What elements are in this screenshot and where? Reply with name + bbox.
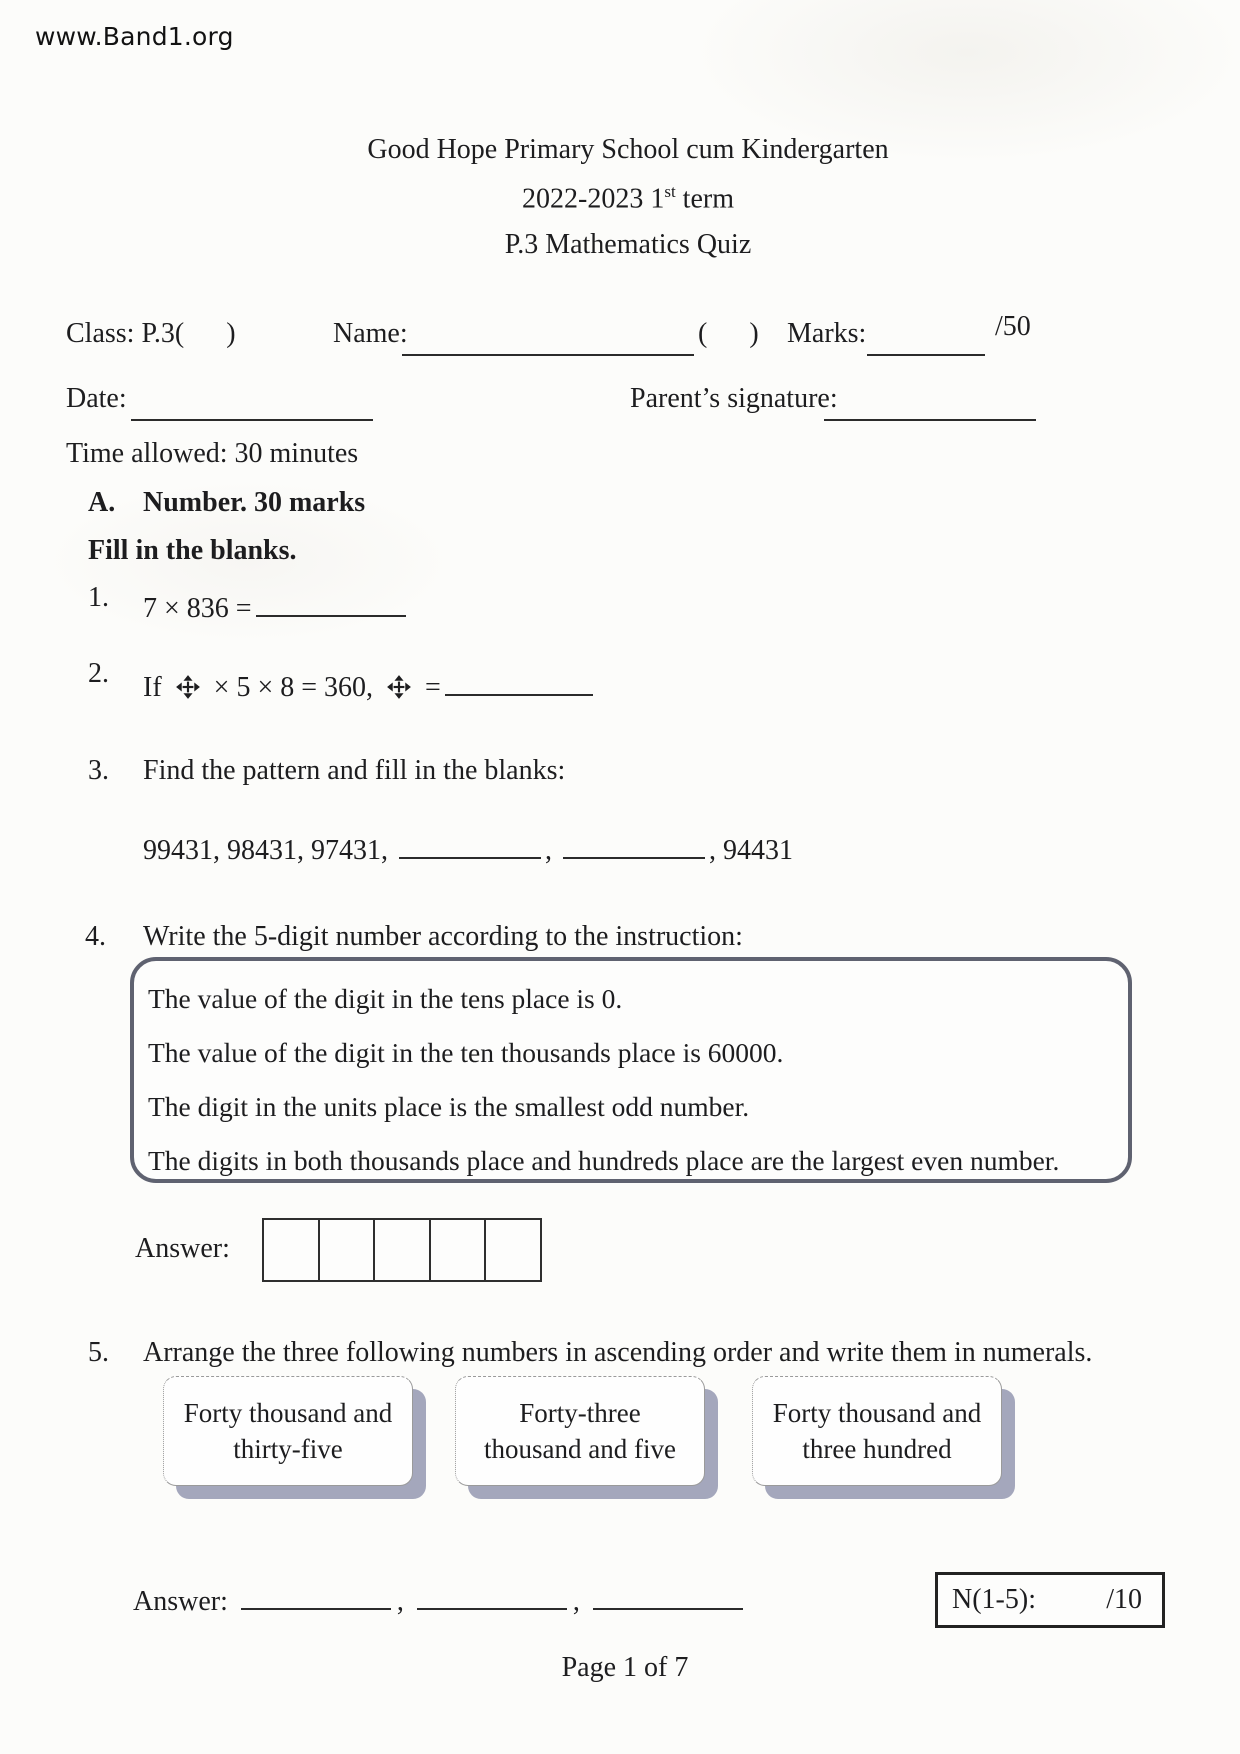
q5-prompt: Arrange the three following numbers in ascending order and write them in numerals. — [143, 1337, 1093, 1368]
q5-answer-blank-2[interactable] — [417, 1578, 567, 1610]
q5-separator-1: , — [396, 1586, 404, 1617]
school-name: Good Hope Primary School cum Kindergarten — [367, 134, 889, 165]
q4-answer-cell[interactable] — [262, 1218, 320, 1282]
q2-equals: = — [425, 672, 441, 703]
date-field-label: Date: — [66, 383, 127, 414]
q5-answer-blank-3[interactable] — [593, 1578, 743, 1610]
q2-body — [143, 664, 597, 704]
q3-number: 3. — [88, 755, 109, 786]
q5-number-card-2: Forty-three thousand and five — [455, 1376, 705, 1486]
q4-number: 4. — [85, 921, 106, 952]
q1-body — [143, 585, 410, 625]
q5-answer-row — [133, 1578, 749, 1618]
q4-answer-cell[interactable] — [318, 1218, 376, 1282]
q4-answer-label: Answer: — [135, 1233, 230, 1264]
q4-answer-cell[interactable] — [429, 1218, 487, 1282]
q2-prefix: If — [143, 672, 162, 703]
term-suffix: term — [675, 183, 734, 215]
q5-number: 5. — [88, 1337, 109, 1368]
marks-blank[interactable] — [867, 318, 985, 356]
section-a-letter: A. — [88, 487, 116, 518]
time-allowed: Time allowed: 30 minutes — [66, 438, 359, 469]
q4-clue-box — [130, 957, 1132, 1183]
q4-clue-4: The digits in both thousands place and hundreds place are the largest even number. — [148, 1145, 1060, 1176]
q4-clue-1: The value of the digit in the tens place is 0. — [148, 983, 623, 1014]
q3-sequence-end: , 94431 — [709, 835, 793, 866]
q1-number: 1. — [88, 582, 109, 613]
q2-number: 2. — [88, 658, 109, 689]
score-box — [935, 1572, 1165, 1628]
q5-separator-2: , — [572, 1586, 580, 1617]
q2-answer-blank[interactable] — [445, 664, 593, 696]
page-number: Page 1 of 7 — [561, 1652, 689, 1683]
watermark: www.Band1.org — [35, 22, 234, 51]
four-arrows-icon — [386, 674, 412, 700]
term-prefix: 2022-2023 1 — [522, 183, 665, 215]
q3-answer-blank-1[interactable] — [399, 827, 541, 859]
q2-middle: × 5 × 8 = 360, — [213, 672, 374, 703]
term-line — [0, 182, 1240, 215]
marks-field-label: Marks: — [787, 318, 867, 349]
q1-expression: 7 × 836 = — [143, 593, 252, 624]
q5-number-card-3: Forty thousand and three hundred — [752, 1376, 1002, 1486]
q5-answer-blank-1[interactable] — [241, 1578, 391, 1610]
score-box-label: N(1-5): — [952, 1584, 1036, 1615]
q3-separator: , — [545, 835, 552, 866]
q4-clue-3: The digit in the units place is the smallest odd number. — [148, 1091, 750, 1122]
name-blank[interactable] — [402, 318, 694, 356]
q3-answer-blank-2[interactable] — [563, 827, 705, 859]
marks-total: /50 — [995, 311, 1031, 342]
q4-prompt: Write the 5-digit number according to the instruction: — [143, 921, 743, 952]
date-blank[interactable] — [131, 383, 373, 421]
class-field-label: Class: P.3( ) — [66, 318, 236, 349]
q3-prompt: Find the pattern and fill in the blanks: — [143, 755, 566, 786]
score-box-total: /10 — [1106, 1584, 1142, 1615]
parent-signature-blank[interactable] — [824, 383, 1036, 421]
q5-number-card-1: Forty thousand and thirty-five — [163, 1376, 413, 1486]
quiz-title: P.3 Mathematics Quiz — [504, 229, 752, 260]
class-number-paren: ( ) — [698, 318, 759, 349]
q3-sequence — [143, 827, 793, 867]
q4-answer-cell[interactable] — [373, 1218, 431, 1282]
four-arrows-icon — [175, 674, 201, 700]
q4-clue-2: The value of the digit in the ten thousands place is 60000. — [148, 1037, 784, 1068]
q4-answer-grid — [262, 1218, 542, 1282]
section-a-title: Number. 30 marks — [143, 487, 366, 518]
parent-signature-label: Parent’s signature: — [630, 383, 838, 414]
section-a-instruction: Fill in the blanks. — [88, 535, 297, 566]
term-ordinal: st — [664, 182, 676, 201]
q3-sequence-start: 99431, 98431, 97431, — [143, 835, 388, 866]
name-field-label: Name: — [333, 318, 408, 349]
q4-answer-cell[interactable] — [484, 1218, 542, 1282]
q5-answer-label: Answer: — [133, 1586, 228, 1617]
q1-answer-blank[interactable] — [256, 585, 406, 617]
